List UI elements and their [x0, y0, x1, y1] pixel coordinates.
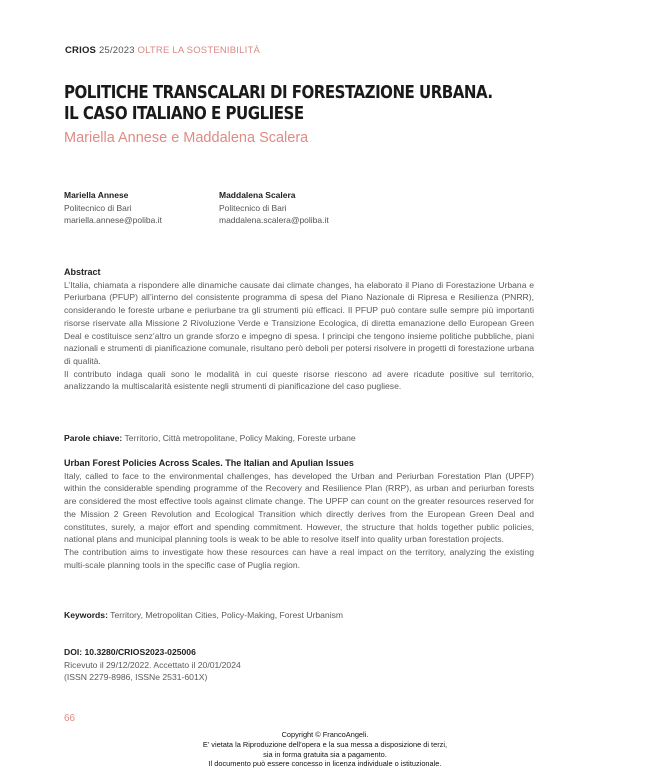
english-abstract-section: [64, 457, 534, 571]
copyright-footer: [150, 730, 500, 769]
english-abstract-paragraph-1: Italy, called to face to the environmental challenges, has developed the Urban and Periurban Forestation Plan (UPFP) within the considerable spending programme of the Recovery and Resilience Plan (RRP), as urban and periurban forests are considered the most effective tools against climate change. The UPFP can count on the greater resources reserved for the Mission 2 Green Revolution and Ecological Transition which directly derives from the European Green Deal and constitutes, surely, a major effort and spending commitment. However, the structure that holds together public policies, national plans and municipal planning tools is weak to be able to resolve itself into quality urban forestation projects.: [64, 470, 534, 545]
received-dates: Ricevuto il 29/12/2022. Accettato il 20/01/2024: [64, 659, 241, 670]
footer-line-4: Il documento può essere concesso in licenza individuale o istituzionale.: [208, 759, 442, 769]
author-institution: Politecnico di Bari: [219, 202, 287, 213]
abstract-heading: Abstract: [64, 267, 101, 277]
issue-number: 25/2023: [98, 45, 135, 56]
title-line-1: POLITICHE TRANSCALARI DI FORESTAZIONE URBANA.: [64, 83, 493, 103]
section-name: OLTRE LA SOSTENIBILITÀ: [137, 45, 261, 56]
journal-name: CRIOS: [65, 45, 97, 56]
keywords-english-text: Territory, Metropolitan Cities, Policy-Making, Forest Urbanism: [110, 610, 344, 620]
abstract-paragraph-2: Il contributo indaga quali sono le modalità in cui queste risorse riescono ad avere ricadute positive sul territorio, analizzando la multiscalarità esistente negli strumenti di pianificazione del caso pugliese.: [64, 368, 534, 392]
abstract-paragraph-1: L’Italia, chiamata a rispondere alle dinamiche causate dai climate changes, ha elaborato il Piano di Forestazione Urbana e Periurbana (PFUP) all’interno del consistente programma di spesa del Piano Nazionale di Ripresa e Resilienza (PNRR), considerando le foreste urbane e periurbane tra gli strumenti più efficaci. Il PFUP può contare sulle sempre più importanti risorse riservate alla Missione 2 Rivoluzione Verde e Transizione Ecologica, di diretta emanazione dello European Green Deal e costituisce senz’altro un grande sforzo e impegno di spesa. I principi che tengono insieme politiche pubbliche, piani nazionali e strumenti di pianificazione comunale, risultano però deboli per potersi risolvere in progetti di forestazione urbana di qualità.: [64, 279, 534, 366]
keywords-english: [64, 610, 343, 620]
running-head: [65, 45, 260, 56]
article-title: [64, 83, 528, 125]
issn: (ISSN 2279-8986, ISSNe 2531-601X): [64, 672, 208, 683]
title-line-2: IL CASO ITALIANO E PUGLIESE: [64, 104, 304, 124]
author-affiliation-2: [219, 189, 329, 227]
page-number: 66: [64, 713, 76, 724]
author-name: Maddalena Scalera: [219, 190, 296, 200]
keywords-italian-label: Parole chiave:: [64, 433, 123, 443]
author-email[interactable]: maddalena.scalera@poliba.it: [219, 215, 329, 225]
footer-line-3: sia in forma gratuita sia a pagamento.: [263, 749, 387, 759]
footer-line-2: E’ vietata la Riproduzione dell’opera e la sua messa a disposizione di terzi,: [202, 739, 448, 749]
keywords-english-label: Keywords:: [64, 610, 108, 620]
keywords-italian-text: Territorio, Città metropolitane, Policy Making, Foreste urbane: [124, 433, 356, 443]
english-abstract-heading: Urban Forest Policies Across Scales. The Italian and Apulian Issues: [64, 458, 354, 468]
author-name: Mariella Annese: [64, 190, 129, 200]
doi-block: [64, 646, 241, 684]
abstract-section: [64, 266, 534, 393]
english-abstract-paragraph-2: The contribution aims to investigate how these resources can have a real impact on the territory, analyzing the existing multi-scale planning tools in the specific case of Puglia region.: [64, 546, 534, 570]
doi[interactable]: DOI: 10.3280/CRIOS2023-025006: [64, 647, 196, 657]
author-institution: Politecnico di Bari: [64, 202, 132, 213]
author-email[interactable]: mariella.annese@poliba.it: [64, 215, 162, 225]
keywords-italian: [64, 433, 356, 443]
footer-line-1: Copyright © FrancoAngeli.: [281, 730, 369, 739]
authors-line: Mariella Annese e Maddalena Scalera: [64, 130, 309, 146]
author-affiliation-1: [64, 189, 162, 227]
